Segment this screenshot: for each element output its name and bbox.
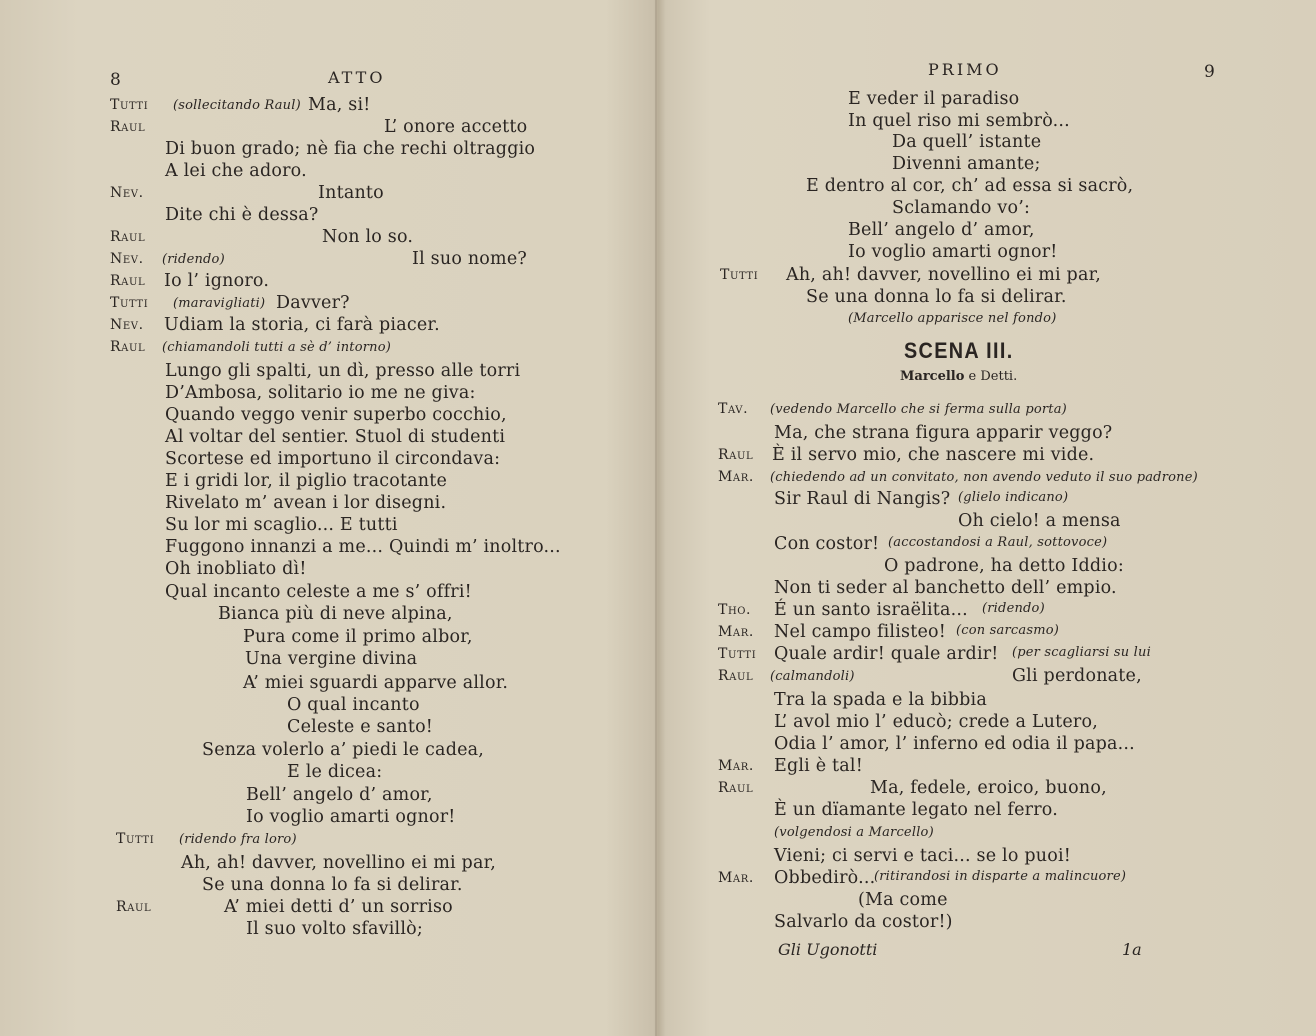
verse-line: Lungo gli spalti, un dì, presso alle torri: [165, 361, 521, 381]
speaker-name: Raul: [116, 899, 152, 915]
verse-line: Davver?: [276, 293, 350, 313]
speaker-name: Mar.: [718, 870, 754, 886]
stage-direction: (Marcello apparisce nel fondo): [848, 311, 1057, 326]
verse-line: Non lo so.: [322, 227, 414, 247]
verse-line: Intanto: [318, 183, 384, 203]
verse-line: Ma, fedele, eroico, buono,: [870, 778, 1107, 798]
speaker-name: Nev.: [110, 317, 144, 333]
verse-line: Pura come il primo albor,: [243, 627, 473, 647]
verse-line: Su lor mi scaglio... E tutti: [165, 515, 398, 535]
verse-line: Io voglio amarti ognor!: [848, 242, 1058, 262]
verse-line: Ma, che strana figura apparir veggo?: [774, 423, 1113, 443]
scene-persons-bold: Marcello: [900, 369, 965, 384]
verse-line: E dentro al cor, ch’ ad essa si sacrò,: [806, 176, 1134, 196]
verse-line: A’ miei sguardi apparve allor.: [243, 673, 509, 693]
verse-line: Io l’ ignoro.: [164, 271, 270, 291]
speaker-name: Mar.: [718, 758, 754, 774]
stage-direction: (con sarcasmo): [956, 623, 1060, 638]
verse-line: Odia l’ amor, l’ inferno ed odia il papa...: [774, 734, 1135, 754]
footer-signature: 1a: [1122, 940, 1142, 959]
scene-persons-rest: e Detti.: [968, 369, 1018, 384]
speaker-name: Raul: [718, 780, 754, 796]
verse-line: Salvarlo da costor!): [774, 912, 953, 932]
verse-line: Fuggono innanzi a me... Quindi m’ inoltro...: [165, 537, 561, 557]
verse-line: È il servo mio, che nascere mi vide.: [772, 445, 1095, 465]
verse-line: Dite chi è dessa?: [165, 205, 319, 225]
verse-line: Gli perdonate,: [1012, 666, 1142, 686]
page-number-left: 8: [110, 70, 121, 90]
scene-title: SCENA III.: [904, 338, 1014, 363]
verse-line: O qual incanto: [287, 695, 420, 715]
verse-line: Ma, si!: [308, 95, 371, 115]
verse-line: Ah, ah! davver, novellino ei mi par,: [181, 853, 496, 873]
verse-line: Scortese ed importuno il circondava:: [165, 449, 501, 469]
stage-direction: (ridendo): [162, 252, 225, 267]
stage-direction: (chiamandoli tutti a sè d’ intorno): [162, 340, 392, 355]
stage-direction: (chiedendo ad un convitato, non avendo veduto il suo padrone): [770, 470, 1198, 485]
verse-line: L’ avol mio l’ educò; crede a Lutero,: [774, 712, 1098, 732]
speaker-name: Raul: [110, 119, 146, 135]
verse-line: Bell’ angelo d’ amor,: [848, 220, 1035, 240]
speaker-name: Tutti: [110, 97, 149, 113]
verse-line: Celeste e santo!: [287, 717, 434, 737]
stage-direction: (vedendo Marcello che si ferma sulla porta): [770, 402, 1067, 417]
verse-line: Sclamando vo’:: [892, 198, 1031, 218]
verse-line: È un dïamante legato nel ferro.: [774, 800, 1058, 820]
verse-line: E veder il paradiso: [848, 89, 1020, 109]
verse-line: Bell’ angelo d’ amor,: [246, 785, 433, 805]
stage-direction: (calmandoli): [770, 669, 855, 684]
speaker-name: Tutti: [110, 295, 149, 311]
speaker-name: Raul: [110, 229, 146, 245]
stage-direction: (ridendo): [982, 601, 1045, 616]
verse-line: Vieni; ci servi e taci... se lo puoi!: [774, 846, 1071, 866]
stage-direction: (accostandosi a Raul, sottovoce): [888, 535, 1108, 550]
verse-line: Di buon grado; nè fia che rechi oltraggio: [165, 139, 536, 159]
verse-line: Oh cielo! a mensa: [958, 511, 1121, 531]
speaker-name: Raul: [718, 668, 754, 684]
speaker-name: Raul: [110, 339, 146, 355]
verse-line: Quando veggo venir superbo cocchio,: [165, 405, 507, 425]
speaker-name: Tutti: [720, 267, 759, 283]
stage-direction: (volgendosi a Marcello): [774, 825, 934, 840]
stage-direction: (glielo indicano): [958, 490, 1069, 505]
verse-line: Una vergine divina: [245, 649, 418, 669]
speaker-name: Raul: [110, 273, 146, 289]
verse-line: Bianca più di neve alpina,: [218, 604, 453, 624]
verse-line: Egli è tal!: [774, 756, 863, 776]
speaker-name: Nev.: [110, 185, 144, 201]
stage-direction: (per scagliarsi su lui: [1012, 645, 1151, 660]
verse-line: Quale ardir! quale ardir!: [774, 644, 999, 664]
verse-line: A’ miei detti d’ un sorriso: [224, 897, 453, 917]
verse-line: Oh inobliato dì!: [165, 559, 307, 579]
speaker-name: Tutti: [718, 646, 757, 662]
scene-persons: [900, 368, 1017, 386]
speaker-name: Raul: [718, 447, 754, 463]
verse-line: A lei che adoro.: [165, 161, 307, 181]
verse-line: Sir Raul di Nangis?: [774, 489, 951, 509]
verse-line: Qual incanto celeste a me s’ offri!: [165, 582, 472, 602]
verse-line: É un santo israëlita...: [774, 600, 968, 620]
speaker-name: Tav.: [718, 401, 749, 417]
verse-line: Il suo nome?: [412, 249, 527, 269]
verse-line: L’ onore accetto: [384, 117, 528, 137]
verse-line: O padrone, ha detto Iddio:: [884, 556, 1124, 576]
verse-line: Da quell’ istante: [892, 132, 1042, 152]
verse-line: Il suo volto sfavillò;: [246, 919, 423, 939]
verse-line: Al voltar del sentier. Stuol di studenti: [165, 427, 506, 447]
speaker-name: Nev.: [110, 251, 144, 267]
speaker-name: Tho.: [718, 602, 752, 618]
verse-line: Udiam la storia, ci farà piacer.: [164, 315, 440, 335]
footer-title: Gli Ugonotti: [778, 940, 878, 959]
running-header-left: ATTO: [328, 68, 386, 87]
verse-line: Ah, ah! davver, novellino ei mi par,: [786, 265, 1101, 285]
verse-line: Nel campo filisteo!: [774, 622, 946, 642]
running-header-right: PRIMO: [928, 60, 1002, 79]
right-page: [658, 0, 1316, 1036]
stage-direction: (ridendo fra loro): [179, 832, 297, 847]
verse-line: In quel riso mi sembrò...: [848, 111, 1070, 131]
verse-line: Senza volerlo a’ piedi le cadea,: [202, 740, 485, 760]
verse-line: Se una donna lo fa si delirar.: [202, 875, 463, 895]
verse-line: D’Ambosa, solitario io me ne giva:: [165, 383, 476, 403]
verse-line: Obbedirò...: [774, 868, 876, 888]
verse-line: E le dicea:: [287, 762, 383, 782]
verse-line: E i gridi lor, il piglio tracotante: [165, 471, 448, 491]
verse-line: Non ti seder al banchetto dell’ empio.: [774, 578, 1117, 598]
page-number-right: 9: [1204, 62, 1215, 82]
verse-line: Con costor!: [774, 534, 880, 554]
speaker-name: Mar.: [718, 469, 754, 485]
verse-line: Divenni amante;: [892, 154, 1041, 174]
verse-line: (Ma come: [858, 890, 948, 910]
stage-direction: (sollecitando Raul): [173, 98, 301, 113]
verse-line: Io voglio amarti ognor!: [246, 807, 456, 827]
verse-line: Rivelato m’ avean i lor disegni.: [165, 493, 447, 513]
stage-direction: (ritirandosi in disparte a malincuore): [874, 869, 1127, 884]
speaker-name: Tutti: [116, 831, 155, 847]
verse-line: Se una donna lo fa si delirar.: [806, 287, 1067, 307]
stage-direction: (maravigliati): [173, 296, 266, 311]
speaker-name: Mar.: [718, 624, 754, 640]
verse-line: Tra la spada e la bibbia: [774, 690, 987, 710]
